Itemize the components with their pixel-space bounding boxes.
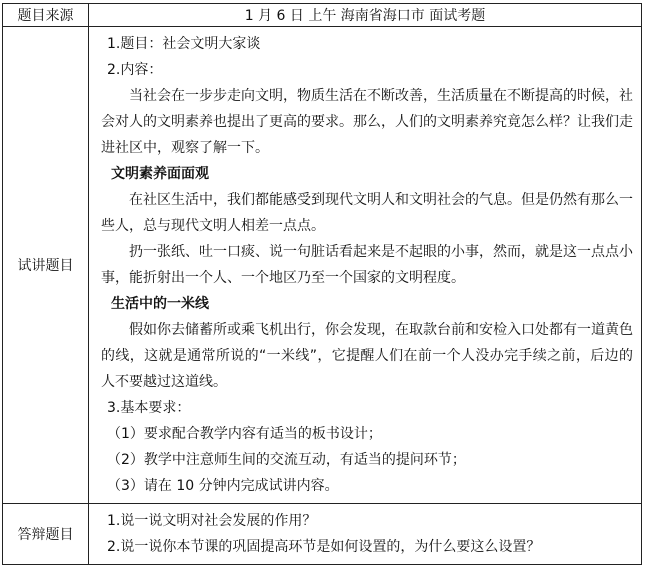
defense-question-1: 1.说一说文明对社会发展的作用？ (107, 513, 317, 529)
lecture-row (3, 27, 642, 504)
source-label: 题目来源 (3, 4, 89, 27)
lecture-label: 试讲题目 (3, 27, 89, 504)
requirement-1: （1）要求配合教学内容有适当的板书设计； (107, 426, 382, 442)
section1-title: 文明素养面面观 (111, 166, 209, 182)
requirements-label: 3.基本要求： (107, 400, 191, 416)
defense-content (89, 504, 642, 565)
defense-row (3, 504, 642, 565)
intro-paragraph: 当社会在一步步走向文明，物质生活在不断改善，生活质量在不断提高的时候，社会对人的文明素养也提出了更高的要求。那么，人们的文明素养究竟怎么样？让我们走进社区中，观察了解一下。 (101, 88, 633, 156)
section1-paragraph-1: 在社区生活中，我们都能感受到现代文明人和文明社会的气息。但是仍然有那么一些人，总与现代文明人相差一点点。 (101, 192, 633, 234)
source-value: 1 月 6 日 上午 海南省海口市 面试考题 (89, 4, 642, 27)
defense-question-2: 2.说一说你本节课的巩固提高环节是如何设置的，为什么要这么设置？ (107, 539, 541, 555)
section2-paragraph-1: 假如你去储蓄所或乘飞机出行，你会发现，在取款台前和安检入口处都有一道黄色的线，这就是通常所说的“一米线”，它提醒人们在前一个人没办完手续之前，后边的人不要越过这道线。 (101, 322, 633, 390)
exam-table (2, 3, 642, 565)
requirement-3: （3）请在 10 分钟内完成试讲内容。 (107, 478, 339, 494)
section1-paragraph-2: 扔一张纸、吐一口痰、说一句脏话看起来是不起眼的小事，然而，就是这一点点小事，能折射出一个人、一个地区乃至一个国家的文明程度。 (101, 244, 633, 286)
section2-title: 生活中的一米线 (111, 296, 209, 312)
requirement-2: （2）教学中注意师生间的交流互动，有适当的提问环节； (107, 452, 466, 468)
topic-line: 1.题目：社会文明大家谈 (107, 36, 261, 52)
header-row (3, 4, 642, 27)
content-label: 2.内容： (107, 62, 163, 78)
lecture-content (89, 27, 642, 504)
defense-label: 答辩题目 (3, 504, 89, 565)
